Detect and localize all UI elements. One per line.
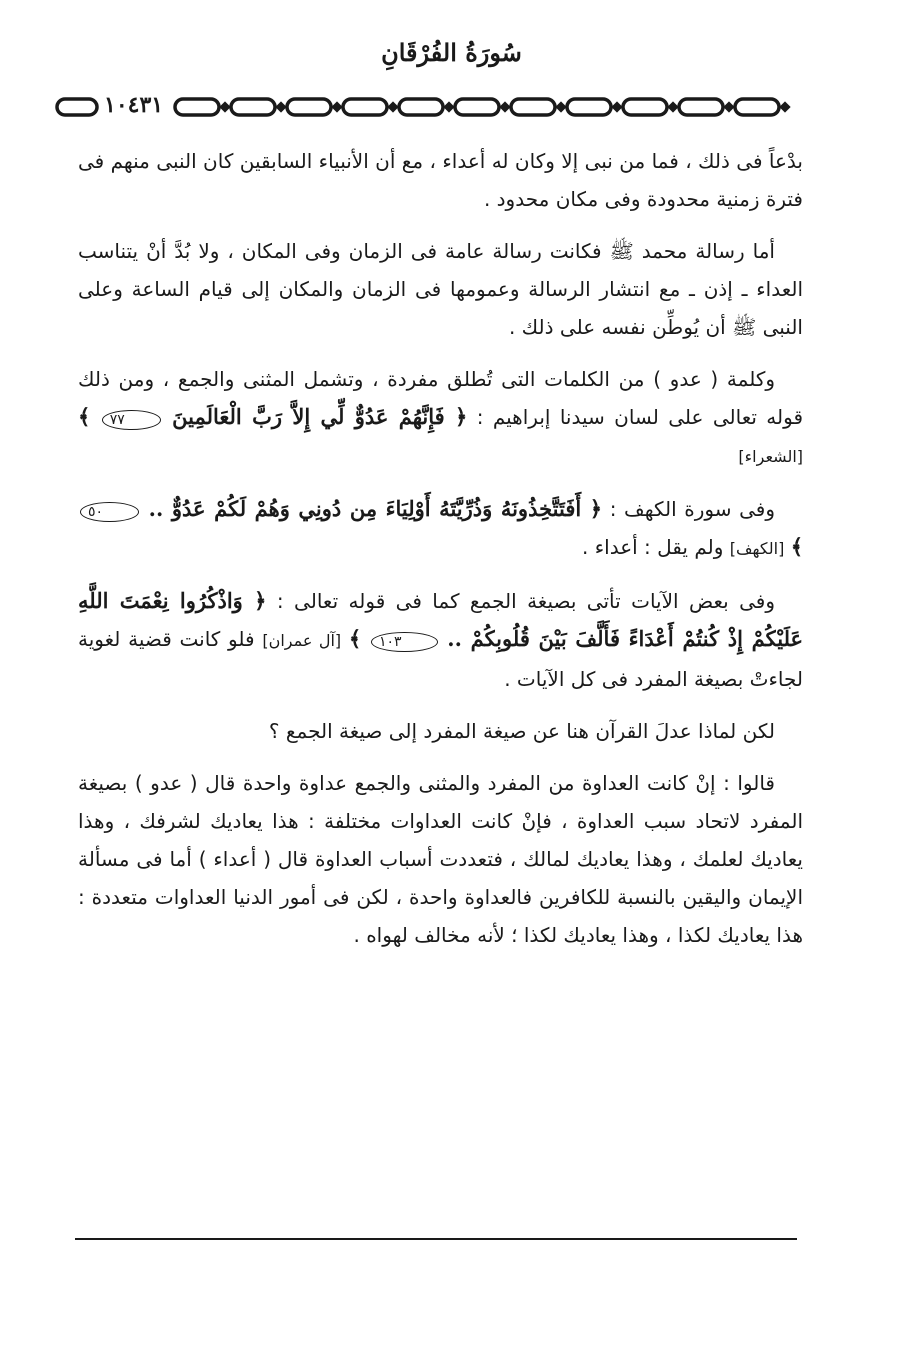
paragraph-text: فلو كانت قضية لغوية لجاءتْ بصيغة المفرد فى كل الآيات . [78,627,803,691]
chain-link [399,99,443,115]
chain-link [231,99,275,115]
paragraph-6: لكن لماذا عدلَ القرآن هنا عن صيغة المفرد إلى صيغة الجمع ؟ [268,719,775,743]
chain-diamond [443,101,454,112]
chain-diamond [499,101,510,112]
surah-title: سُورَةُ الفُرْقَانِ [381,38,522,67]
paragraph-5 [78,582,803,698]
chain-diamond [611,101,622,112]
chain-diamond [331,101,342,112]
verse-close-bracket: ﴾ [348,626,362,651]
surah-reference: [الشعراء] [738,447,803,466]
paragraph-text: وكلمة ( عدو ) من الكلمات التى تُطلق مفردة ، وتشمل المثنى والجمع ، ومن ذلك قوله تعالى على لسان سيدنا إبراهيم : [78,367,804,429]
quran-verse: ﴿ فَإِنَّهُمْ عَدُوٌّ لِّي إِلاَّ رَبَّ الْعَالَمِينَ [172,404,468,429]
chain-diamond [723,101,734,112]
chain-link [287,99,331,115]
chain-link [679,99,723,115]
chain-link [623,99,667,115]
paragraph-text: وفى بعض الآيات تأتى بصيغة الجمع كما فى قوله تعالى : [276,589,776,613]
chain-diamond [219,101,230,112]
chain-diamond [667,101,678,112]
chain-link [455,99,499,115]
verse-close-bracket: ﴾ [790,534,803,559]
paragraph-4 [78,490,803,568]
quran-verse: ﴿ وَاذْكُرُوا نِعْمَتَ اللَّهِ عَلَيْكُمْ إِذْ كُنتُمْ أَعْدَاءً فَأَلَّفَ بَيْنَ قُلُوبِكُمْ .. [78,588,804,651]
paragraph-text: ولم يقل : أعداء . [582,535,724,559]
paragraph-text: وفى سورة الكهف : [609,497,776,521]
bottom-rule [75,1238,797,1240]
chain-diamond [275,101,286,112]
chain-diamond [779,101,790,112]
surah-reference: [آل عمران] [262,631,342,650]
chain-link [567,99,611,115]
paragraph-7: قالوا : إنْ كانت العداوة من المفرد والمثنى والجمع عداوة واحدة قال ( عدو ) بصيغة المفرد لاتحاد سبب العداوة ، فإنْ كانت العداوات مختلفة : هذا يعاديك لشرفك ، وهذا يعاديك لعلمك ، وهذا يعاديك لمالك ، فتعددت أسباب العداوة قال ( أعداء ) أما فى مسألة الإيمان واليقين بالنسبة للكافرين فالعداوة واحدة ، لكن فى أمور الدنيا العداوات متعددة : هذا يعاديك لكذا ، وهذا يعاديك لكذا ؛ لأنه مخالف لهواه . [78,771,803,947]
quran-verse: ﴿ أَفَتَتَّخِذُونَهُ وَذُرِّيَّتَهُ أَوْلِيَاءَ مِن دُونِي وَهُمْ لَكُمْ عَدُوٌّ .. [148,496,603,521]
chain-diamond [387,101,398,112]
chain-link [735,99,779,115]
chain-link [511,99,555,115]
page-number: ١٠٤٣١ [100,90,167,120]
page-body [78,142,803,968]
surah-reference: [الكهف] [729,539,785,558]
chain-link [343,99,387,115]
paragraph-1: بدْعاً فى ذلك ، فما من نبى إلا وكان له أعداء ، مع أن الأنبياء السابقين كان النبى منهم فى فترة زمنية محدودة وفى مكان محدود . [78,149,803,211]
verse-close-bracket: ﴾ [78,404,91,429]
chain-link [175,99,219,115]
paragraph-2: أما رسالة محمد ﷺ فكانت رسالة عامة فى الزمان وفى المكان ، ولا بُدَّ أنْ يتناسب العداء ـ إذن ـ مع انتشار الرسالة وعمومها فى الزمان والمكان إلى قيام الساعة وعلى النبى ﷺ أن يُوطِّن نفسه على ذلك . [78,239,803,339]
verse-number-badge: ١٠٣ [371,632,438,652]
decorative-chain-border [55,90,835,124]
paragraph-3 [78,360,803,476]
chain-link [57,99,97,115]
verse-number-badge: ٥٠ [80,502,139,522]
chain-diamond [555,101,566,112]
verse-number-badge: ٧٧ [102,410,161,430]
